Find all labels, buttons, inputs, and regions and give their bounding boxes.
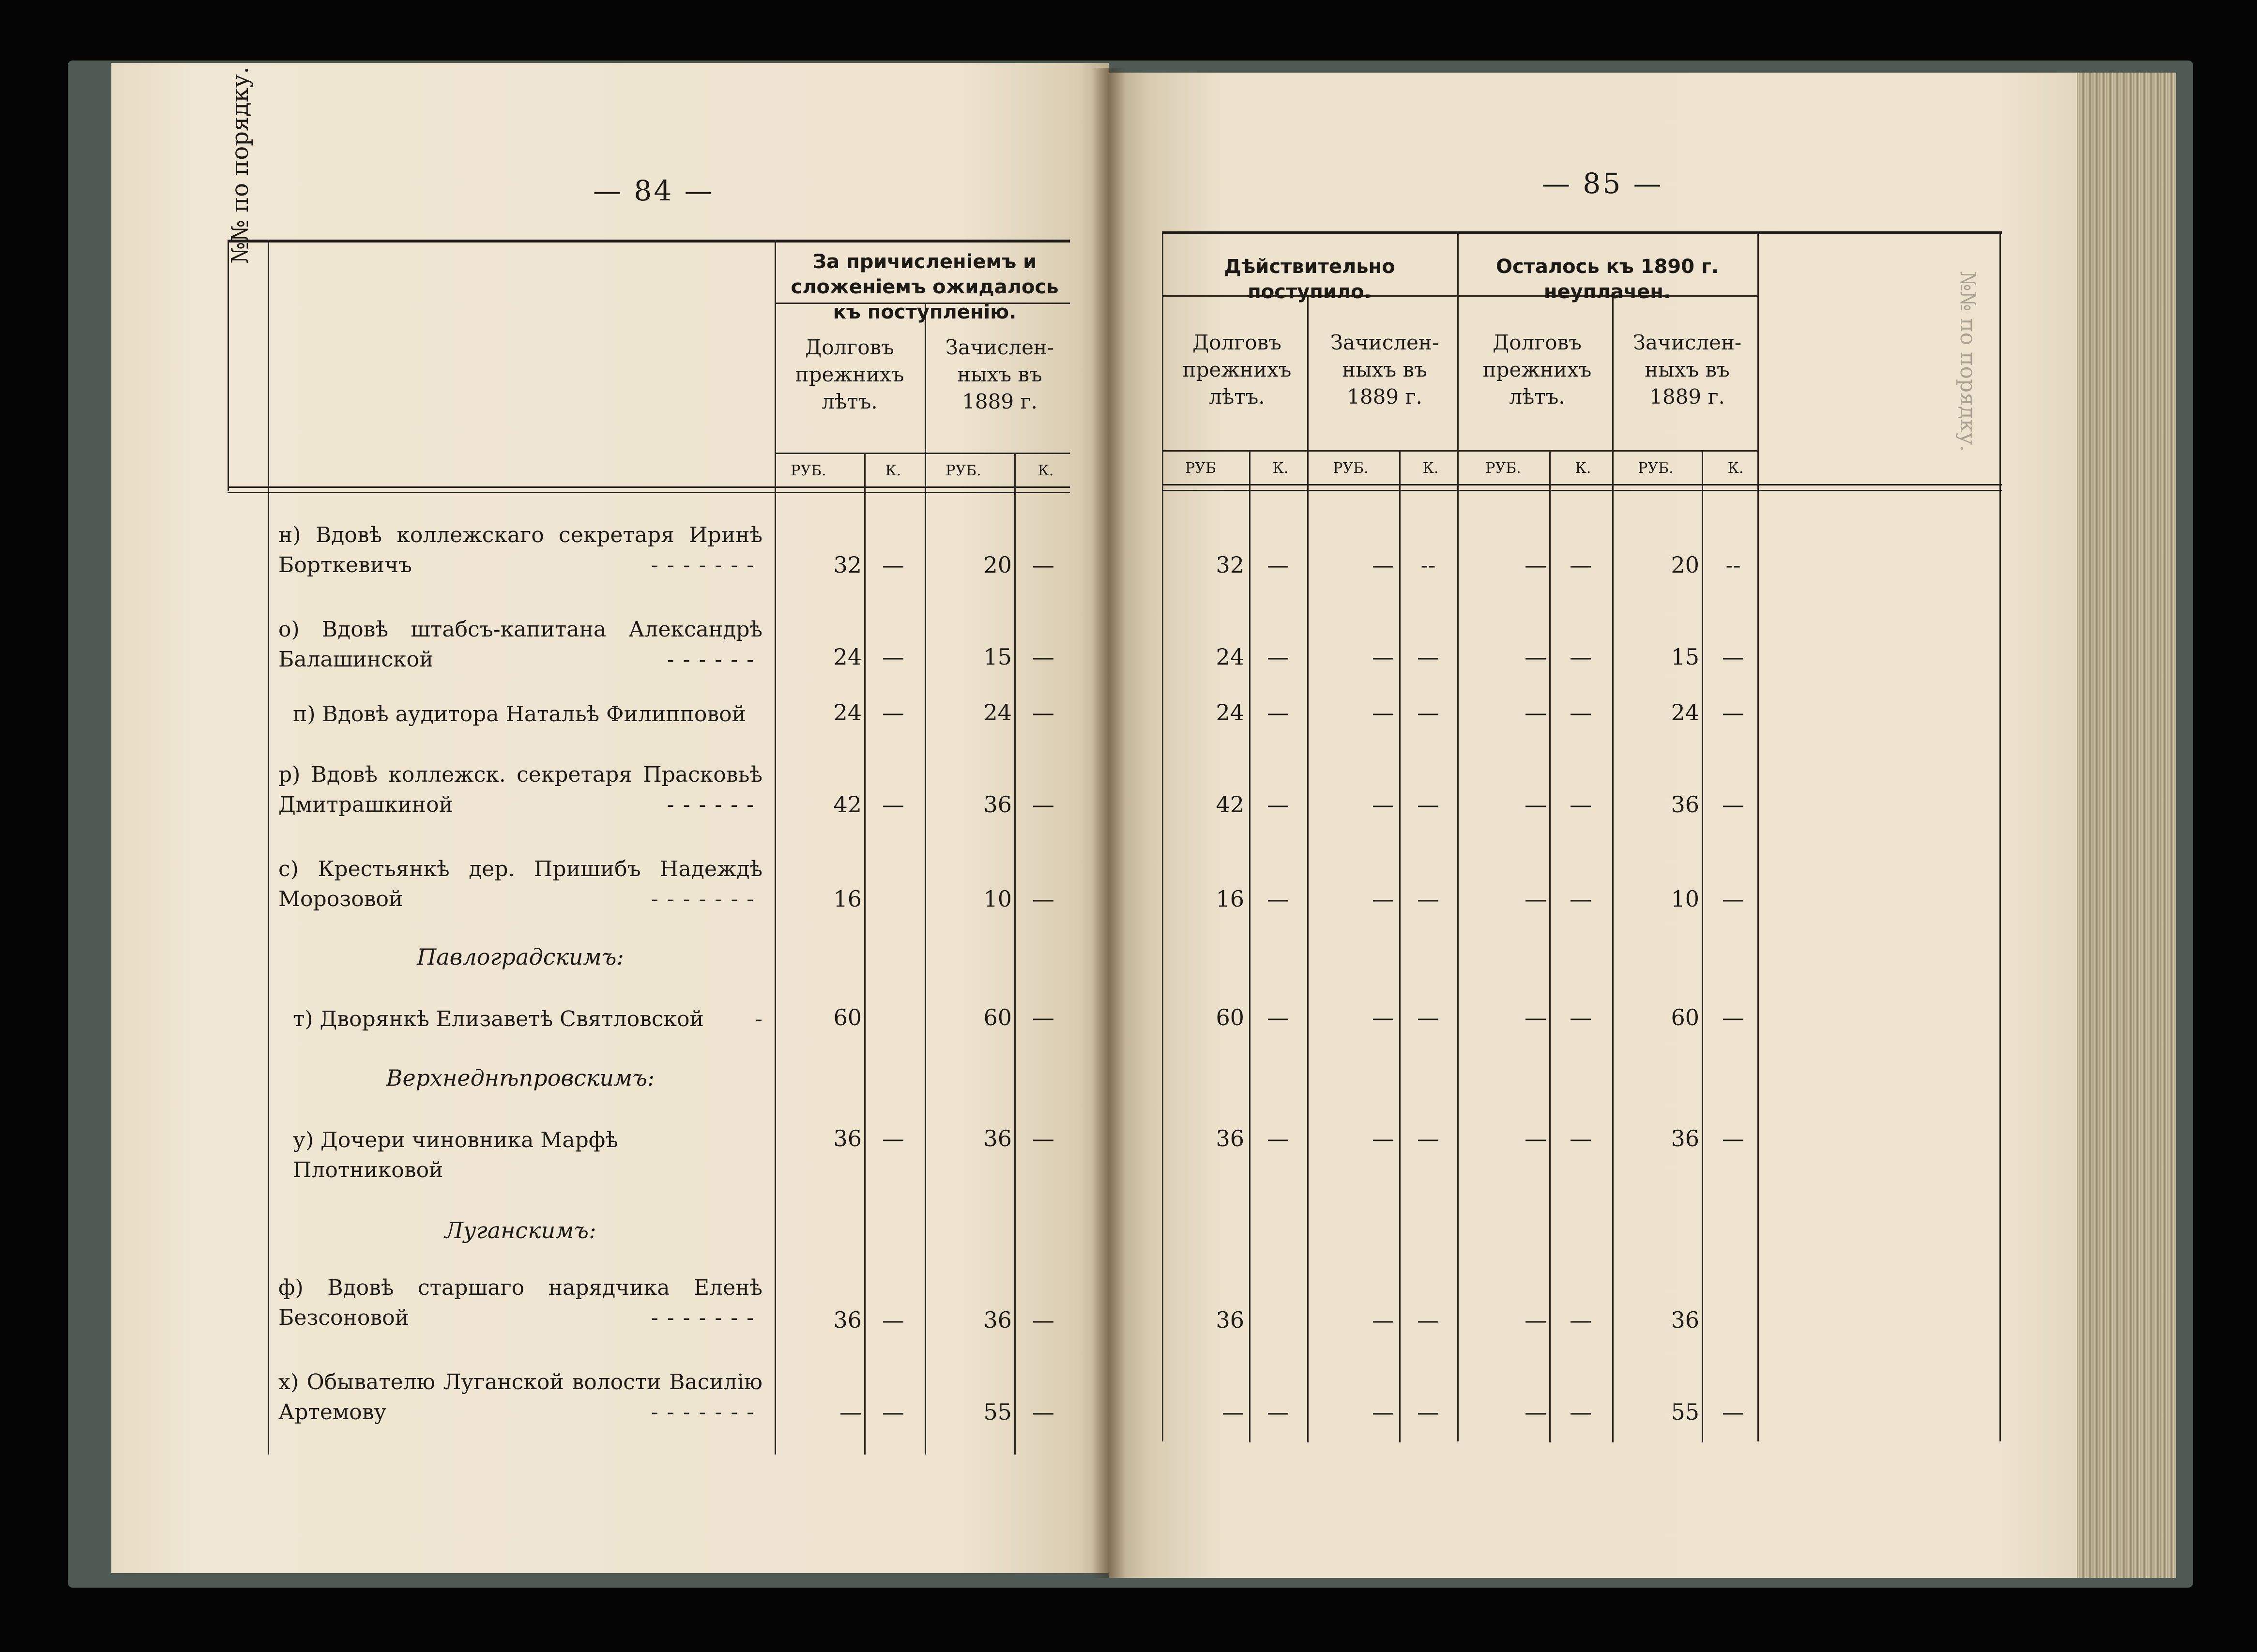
amount-kop: — [882, 1307, 904, 1333]
amount-rub: — [1525, 644, 1547, 670]
amount-rub: 36 [833, 1307, 862, 1333]
amount-rub: 10 [983, 886, 1012, 912]
amount-rub: 36 [983, 1125, 1012, 1152]
amount-rub: 36 [1671, 1125, 1699, 1152]
list-item: х) Обывателю Луганской волости Василію Артемову ------- [278, 1367, 762, 1427]
expected-header: За причисленіемъ и сложеніемъ ожидалось къ поступленію. [791, 251, 1059, 323]
page-edges [2072, 73, 2176, 1578]
entry-text: Безсоновой [278, 1305, 409, 1330]
enrolled-1889-header: Зачислен- ныхъ въ 1889 г. [945, 335, 1054, 413]
list-item: н) Вдовѣ коллежскаго секретаря Иринѣ Борткевичъ ------- [278, 520, 762, 580]
col-line [1702, 450, 1703, 1442]
amount-kop: — [1267, 552, 1289, 578]
entry-text: с) Крестьянкѣ дер. Пришибъ Надеждѣ [278, 857, 762, 881]
col-line [1249, 450, 1250, 1442]
amount-rub: 60 [1671, 1004, 1699, 1031]
entry-text: Дмитрашкиной [278, 792, 453, 817]
amount-kop: — [1570, 1004, 1592, 1031]
book-gutter [1092, 68, 1126, 1578]
list-item: о) Вдовѣ штабсъ-капитана Александрѣ Балашинской ------ [278, 615, 762, 675]
header-rule [1162, 484, 2002, 485]
amount-rub: — [1525, 791, 1547, 818]
amount-rub: — [1525, 886, 1547, 912]
row-line [1162, 450, 1757, 452]
amount-rub: 36 [1671, 791, 1699, 818]
amount-kop: — [1267, 1125, 1289, 1152]
amount-kop: — [1570, 1307, 1592, 1333]
table-top-rule [1162, 231, 2002, 234]
amount-kop: — [1032, 1399, 1054, 1425]
unit-rub: РУБ. [791, 462, 826, 479]
col-line [1999, 231, 2001, 1441]
amount-kop: — [1722, 1399, 1744, 1425]
amount-rub: — [1372, 886, 1394, 912]
amount-kop: — [1722, 699, 1744, 726]
amount-kop: — [1570, 1125, 1592, 1152]
amount-kop: — [1032, 791, 1054, 818]
amount-kop: — [1267, 791, 1289, 818]
col-line [268, 240, 269, 1455]
list-item: с) Крестьянкѣ дер. Пришибъ Надеждѣ Морозовой ------- [278, 854, 762, 914]
amount-kop: — [1570, 886, 1592, 912]
amount-kop: — [1267, 886, 1289, 912]
remaining-header: Осталось къ 1890 г. неуплачен. [1495, 256, 1719, 303]
amount-rub: 36 [1216, 1307, 1244, 1333]
district-subheading: Павлоградскимъ: [417, 944, 624, 970]
amount-kop: — [1032, 699, 1054, 726]
amount-rub: — [1525, 552, 1547, 578]
table-top-rule [228, 240, 1070, 242]
amount-rub: — [1372, 1004, 1394, 1031]
amount-rub: 36 [1216, 1125, 1244, 1152]
amount-kop: — [1032, 1125, 1054, 1152]
amount-kop: — [1267, 1399, 1289, 1425]
amount-kop: — [1032, 552, 1054, 578]
unit-rub: РУБ [1185, 460, 1216, 477]
amount-kop: — [882, 1125, 904, 1152]
col-line [1014, 453, 1016, 1455]
amount-kop: — [1570, 552, 1592, 578]
amount-rub: 24 [983, 699, 1012, 726]
amount-kop: — [1417, 886, 1439, 912]
enrolled-1889-header: Зачислен- ныхъ въ 1889 г. [1632, 331, 1742, 409]
amount-rub: — [839, 1399, 862, 1425]
col-line [1549, 450, 1551, 1442]
amount-kop: — [1032, 886, 1054, 912]
amount-rub: 16 [1216, 886, 1244, 912]
amount-rub: 24 [1671, 699, 1699, 726]
amount-rub: 42 [833, 791, 862, 818]
district-subheading: Луганскимъ: [444, 1217, 596, 1243]
entry-text: т) Дворянкѣ Елизаветѣ Святловской [293, 1007, 704, 1031]
amount-kop: — [1722, 644, 1744, 670]
amount-rub: — [1372, 791, 1394, 818]
amount-kop: — [1570, 644, 1592, 670]
col-line [1612, 295, 1614, 1442]
amount-rub: 55 [983, 1399, 1012, 1425]
list-item [278, 699, 762, 729]
amount-rub: 16 [833, 886, 862, 912]
amount-kop: — [882, 552, 904, 578]
amount-rub: — [1222, 1399, 1244, 1425]
unit-kop: К. [1272, 460, 1289, 477]
list-item: ф) Вдовѣ старшаго нарядчика Еленѣ Безсоновой ------- [278, 1273, 762, 1333]
amount-kop: — [1032, 1307, 1054, 1333]
amount-rub: 15 [1671, 644, 1699, 670]
amount-rub: 36 [983, 1307, 1012, 1333]
amount-kop: — [882, 791, 904, 818]
amount-rub: 10 [1671, 886, 1699, 912]
amount-kop: — [1722, 886, 1744, 912]
amount-kop: — [1267, 699, 1289, 726]
unit-rub: РУБ. [1638, 460, 1674, 477]
left-page-number: — 84 — [593, 174, 715, 207]
amount-rub: 42 [1216, 791, 1244, 818]
amount-kop: — [1267, 1004, 1289, 1031]
amount-rub: 24 [1216, 644, 1244, 670]
header-rule-2 [1162, 490, 2002, 491]
amount-kop: -- [1725, 552, 1741, 578]
unit-kop: К. [1422, 460, 1439, 477]
amount-kop: — [882, 1399, 904, 1425]
right-page-number: — 85 — [1542, 167, 1663, 200]
amount-kop: — [1417, 644, 1439, 670]
amount-kop: -- [1420, 552, 1436, 578]
row-line [775, 453, 1070, 454]
amount-kop: — [1417, 1399, 1439, 1425]
amount-rub: — [1372, 1307, 1394, 1333]
amount-kop: — [1417, 791, 1439, 818]
amount-kop: — [882, 644, 904, 670]
amount-kop: — [1032, 644, 1054, 670]
col-line [1757, 231, 1759, 1441]
prev-debts-header: Долговъ прежнихъ лѣтъ. [795, 335, 904, 413]
amount-kop: — [1417, 699, 1439, 726]
unit-kop: К. [885, 462, 901, 479]
col-line [925, 303, 926, 1455]
amount-rub: — [1372, 1399, 1394, 1425]
amount-rub: 36 [1671, 1307, 1699, 1333]
amount-kop: — [1417, 1125, 1439, 1152]
col-line [1162, 231, 1163, 1441]
entry-text: п) Вдовѣ аудитора Натальѣ Филипповой [293, 702, 746, 727]
unit-rub: РУБ. [1333, 460, 1369, 477]
list-item: т) Дворянкѣ Елизаветѣ Святловской - [278, 1004, 762, 1034]
entry-text: о) Вдовѣ штабсъ-капитана Александрѣ [278, 617, 762, 642]
col-line [775, 240, 776, 1455]
amount-kop: — [1570, 699, 1592, 726]
amount-rub: 20 [1671, 552, 1699, 578]
unit-rub: РУБ. [1485, 460, 1521, 477]
entry-text: у) Дочери чиновника Марфѣ Плотниковой [293, 1128, 618, 1182]
entry-text: Борткевичъ [278, 553, 412, 577]
amount-kop: — [1570, 1399, 1592, 1425]
entry-text: Артемову [278, 1400, 387, 1425]
amount-kop: — [1722, 1004, 1744, 1031]
amount-kop: — [882, 699, 904, 726]
entry-text: ф) Вдовѣ старшаго нарядчика Еленѣ [278, 1275, 762, 1300]
list-item: р) Вдовѣ коллежск. секретаря Прасковьѣ Дмитрашкиной ------ [278, 760, 762, 820]
amount-rub: 60 [833, 1004, 862, 1031]
amount-rub: 60 [1216, 1004, 1244, 1031]
enrolled-1889-header: Зачислен- ныхъ въ 1889 г. [1330, 331, 1439, 409]
amount-rub: 60 [983, 1004, 1012, 1031]
district-subheading: Верхнеднѣпровскимъ: [386, 1065, 655, 1091]
amount-rub: 24 [833, 644, 862, 670]
col-line [228, 240, 229, 491]
amount-rub: — [1525, 1004, 1547, 1031]
amount-rub: — [1525, 1399, 1547, 1425]
amount-rub: 55 [1671, 1399, 1699, 1425]
amount-kop: — [1722, 791, 1744, 818]
amount-rub: 24 [833, 699, 862, 726]
amount-rub: 15 [983, 644, 1012, 670]
row-number-header: №№ по порядку. [227, 66, 254, 264]
col-line [1307, 295, 1309, 1442]
amount-rub: — [1372, 1125, 1394, 1152]
col-line [1457, 231, 1459, 1441]
entry-text: х) Обывателю Луганской волости Василію [278, 1370, 762, 1394]
col-line [1399, 450, 1401, 1442]
list-item [278, 1125, 762, 1185]
header-rule-2 [228, 492, 1070, 493]
amount-rub: — [1372, 644, 1394, 670]
prev-debts-header: Долговъ прежнихъ лѣтъ. [1182, 331, 1292, 409]
amount-rub: — [1372, 699, 1394, 726]
unit-kop: К. [1727, 460, 1744, 477]
header-rule [228, 486, 1070, 488]
prev-debts-header: Долговъ прежнихъ лѣтъ. [1482, 331, 1592, 409]
amount-rub: 24 [1216, 699, 1244, 726]
unit-rub: РУБ. [946, 462, 981, 479]
amount-rub: — [1372, 552, 1394, 578]
entry-text: Морозовой [278, 887, 403, 911]
amount-kop: — [1417, 1004, 1439, 1031]
entry-text: р) Вдовѣ коллежск. секретаря Прасковьѣ [278, 762, 762, 787]
amount-rub: 32 [833, 552, 862, 578]
amount-rub: 20 [983, 552, 1012, 578]
received-header: Дѣйствительно поступило. [1224, 256, 1395, 303]
amount-rub: — [1525, 699, 1547, 726]
mirrored-row-number-header: №№ по порядку. [1955, 271, 1980, 452]
amount-kop: — [1267, 644, 1289, 670]
amount-rub: 36 [833, 1125, 862, 1152]
entry-text: Балашинской [278, 647, 434, 672]
amount-rub: 36 [983, 791, 1012, 818]
unit-kop: К. [1575, 460, 1591, 477]
amount-rub: — [1525, 1125, 1547, 1152]
amount-kop: — [1570, 791, 1592, 818]
amount-rub: 32 [1216, 552, 1244, 578]
amount-kop: — [1722, 1125, 1744, 1152]
col-line [864, 453, 866, 1455]
amount-rub: — [1525, 1307, 1547, 1333]
unit-kop: К. [1037, 462, 1054, 479]
amount-kop: — [1417, 1307, 1439, 1333]
entry-text: н) Вдовѣ коллежскаго секретаря Иринѣ [278, 523, 762, 547]
amount-kop: — [1032, 1004, 1054, 1031]
